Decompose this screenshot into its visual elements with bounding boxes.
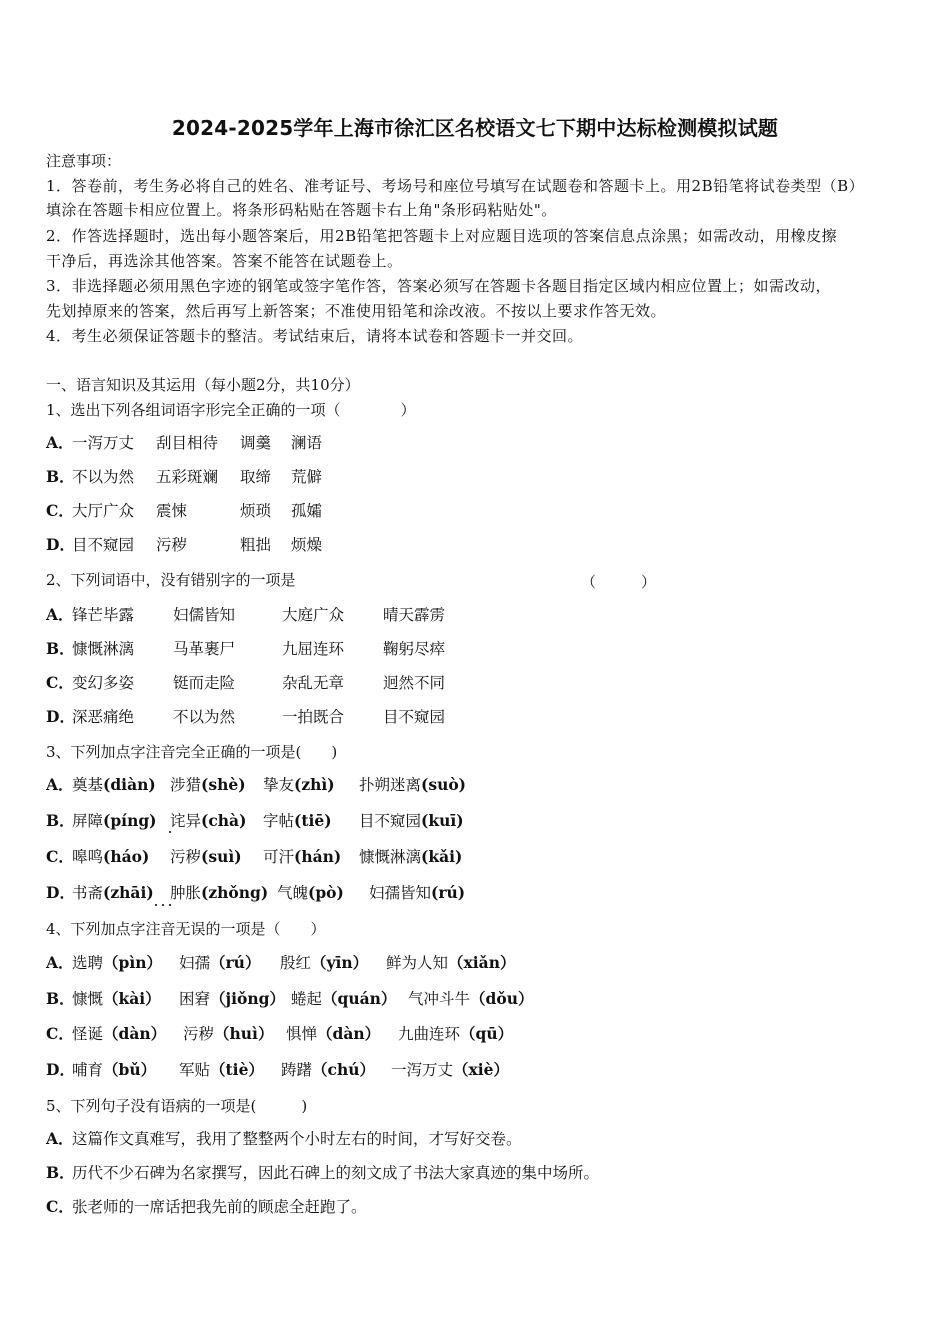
option-word: 污秽 bbox=[170, 848, 202, 866]
notice-line: 1．答卷前，考生务必将自己的姓名、准考证号、考场号和座位号填写在试题卷和答题卡上。用2B铅笔将试卷类型（B） bbox=[46, 177, 865, 195]
pinyin: (rú) bbox=[431, 883, 466, 902]
question-1-stem: 1、选出下列各组词语字形完全正确的一项（ ） bbox=[46, 401, 416, 419]
q1-option-c bbox=[46, 502, 322, 520]
option-label: B． bbox=[46, 639, 75, 658]
notice-line: 先划掉原来的答案，然后再写上新答案；不准使用铅笔和涂改液。不按以上要求作答无效。 bbox=[46, 302, 667, 320]
option-label: D． bbox=[46, 883, 75, 902]
option-word: 孤孀 bbox=[291, 502, 323, 520]
question-4-stem: 4、下列加点字注音无误的一项是（ ） bbox=[46, 920, 326, 938]
pinyin: (diàn) bbox=[103, 775, 156, 794]
option-word: 妇孺 bbox=[179, 954, 211, 972]
option-word: 蜷起 bbox=[291, 990, 323, 1008]
option-word: 荒僻 bbox=[291, 468, 323, 486]
pinyin: （rú） bbox=[210, 953, 261, 972]
option-word: 哺育 bbox=[72, 1061, 104, 1079]
option-word: 污秽 bbox=[156, 536, 188, 554]
option-word: 五彩斑斓 bbox=[156, 468, 219, 486]
option-word: 杂乱无章 bbox=[282, 674, 345, 692]
option-label: D． bbox=[46, 1060, 75, 1079]
option-word: 殷红 bbox=[280, 954, 312, 972]
pinyin: （dàn） bbox=[103, 1024, 167, 1043]
emphasis-dot bbox=[162, 904, 164, 906]
option-word: 气冲斗牛 bbox=[408, 990, 471, 1008]
option-word: 字帖 bbox=[263, 812, 295, 830]
option-word: 肿胀 bbox=[170, 884, 202, 902]
q1-option-d bbox=[46, 536, 322, 554]
pinyin: （xiè） bbox=[453, 1060, 510, 1079]
option-word: 变幻多姿 bbox=[72, 674, 135, 692]
pinyin: (chà) bbox=[201, 811, 247, 830]
emphasis-dot bbox=[169, 904, 171, 906]
option-word: 慷慨 bbox=[72, 990, 104, 1008]
option-word: 书斋 bbox=[72, 884, 104, 902]
option-word: 诧异 bbox=[170, 812, 202, 830]
option-word: 深恶痛绝 bbox=[72, 708, 135, 726]
pinyin: （yīn） bbox=[311, 953, 369, 972]
q2-option-a bbox=[46, 606, 445, 624]
pinyin: （qū） bbox=[460, 1024, 514, 1043]
option-word: 妇孺皆知 bbox=[369, 884, 432, 902]
option-word: 烦燥 bbox=[291, 536, 323, 554]
pinyin: (píng) bbox=[103, 811, 157, 830]
notice-line: 3．非选择题必须用黑色字迹的钢笔或签字笔作答，答案必须写在答题卡各题目指定区域内相应位置上；如需改动， bbox=[46, 277, 832, 295]
option-text: 历代不少石碑为名家撰写，因此石碑上的刻文成了书法大家真迹的集中场所。 bbox=[72, 1164, 600, 1182]
q1-option-a bbox=[46, 434, 322, 452]
q4-option-b bbox=[46, 990, 533, 1008]
option-label: C． bbox=[46, 501, 74, 520]
q4-option-d bbox=[46, 1061, 509, 1079]
q2-option-d bbox=[46, 708, 445, 726]
option-word: 一拍既合 bbox=[282, 708, 345, 726]
option-label: D． bbox=[46, 535, 75, 554]
q1-option-b bbox=[46, 468, 322, 486]
option-word: 选聘 bbox=[72, 954, 104, 972]
option-word: 可汗 bbox=[263, 848, 295, 866]
notice-line: 4．考生必须保证答题卡的整洁。考试结束后，请将本试卷和答题卡一并交回。 bbox=[46, 327, 584, 345]
option-label: A． bbox=[46, 433, 74, 452]
option-word: 粗拙 bbox=[240, 536, 272, 554]
pinyin: (pò) bbox=[308, 883, 344, 902]
q2-option-c bbox=[46, 674, 445, 692]
pinyin: （pìn） bbox=[103, 953, 163, 972]
pinyin: （tiè） bbox=[210, 1060, 264, 1079]
option-word: 不以为然 bbox=[173, 708, 236, 726]
option-word: 铤而走险 bbox=[173, 674, 236, 692]
option-label: C． bbox=[46, 1197, 74, 1216]
q4-option-c bbox=[46, 1025, 513, 1043]
option-word: 取缔 bbox=[240, 468, 272, 486]
pinyin: （quán） bbox=[322, 989, 397, 1008]
option-word: 刮目相待 bbox=[156, 434, 219, 452]
notice-line: 2．作答选择题时，选出每小题答案后，用2B铅笔把答题卡上对应题目选项的答案信息点涂黑；如需改动，用橡皮擦 bbox=[46, 227, 838, 245]
q3-option-d bbox=[46, 884, 465, 902]
option-text: 这篇作文真难写，我用了整整两个小时左右的时间，才写好交卷。 bbox=[72, 1130, 522, 1148]
option-word: 目不窥园 bbox=[383, 708, 446, 726]
option-word: 惧惮 bbox=[286, 1025, 318, 1043]
pinyin: （bǔ） bbox=[103, 1060, 157, 1079]
option-word: 屏障 bbox=[72, 812, 104, 830]
pinyin: （dàn） bbox=[317, 1024, 381, 1043]
option-word: 马革裹尸 bbox=[173, 640, 236, 658]
option-label: A． bbox=[46, 605, 74, 624]
notice-line: 干净后，再选涂其他答案。答案不能答在试题卷上。 bbox=[46, 252, 403, 270]
pinyin: (hán) bbox=[294, 847, 342, 866]
option-word: 嗥鸣 bbox=[72, 848, 104, 866]
option-label: B． bbox=[46, 811, 75, 830]
q5-option-a bbox=[46, 1130, 522, 1148]
option-word: 气魄 bbox=[277, 884, 309, 902]
option-word: 妇儒皆知 bbox=[173, 606, 236, 624]
question-3-stem: 3、下列加点字注音完全正确的一项是( ) bbox=[46, 743, 338, 761]
option-label: A． bbox=[46, 1129, 74, 1148]
option-word: 不以为然 bbox=[72, 468, 135, 486]
option-word: 烦琐 bbox=[240, 502, 272, 520]
option-word: 晴天霹雳 bbox=[383, 606, 446, 624]
option-word: 鞠躬尽瘁 bbox=[383, 640, 446, 658]
option-word: 扑朔迷离 bbox=[359, 776, 422, 794]
option-word: 鲜为人知 bbox=[386, 954, 449, 972]
option-word: 迥然不同 bbox=[383, 674, 446, 692]
notice-heading: 注意事项： bbox=[46, 152, 122, 170]
pinyin: （dǒu） bbox=[470, 989, 534, 1008]
option-word: 九屈连环 bbox=[282, 640, 345, 658]
option-word: 挚友 bbox=[263, 776, 295, 794]
page-title: 2024-2025学年上海市徐汇区名校语文七下期中达标检测模拟试题 bbox=[171, 116, 779, 140]
pinyin: （xiǎn） bbox=[448, 953, 516, 972]
pinyin: （chú） bbox=[312, 1060, 375, 1079]
pinyin: （huì） bbox=[214, 1024, 274, 1043]
option-label: C． bbox=[46, 847, 74, 866]
option-word: 大庭广众 bbox=[282, 606, 345, 624]
option-word: 锋芒毕露 bbox=[72, 606, 135, 624]
option-label: B． bbox=[46, 467, 75, 486]
emphasis-dot bbox=[155, 904, 157, 906]
option-word: 目不窥园 bbox=[359, 812, 422, 830]
option-text: 张老师的一席话把我先前的顾虑全赶跑了。 bbox=[72, 1198, 367, 1216]
q3-option-c bbox=[46, 848, 462, 866]
option-label: B． bbox=[46, 989, 75, 1008]
option-word: 怪诞 bbox=[72, 1025, 104, 1043]
pinyin: (zhǒng) bbox=[201, 883, 269, 902]
option-label: A． bbox=[46, 953, 74, 972]
option-label: C． bbox=[46, 1024, 74, 1043]
option-word: 一泻万丈 bbox=[391, 1061, 454, 1079]
option-word: 大厅广众 bbox=[72, 502, 135, 520]
pinyin: (suì) bbox=[201, 847, 242, 866]
option-word: 污秽 bbox=[183, 1025, 215, 1043]
option-word: 震悚 bbox=[156, 502, 188, 520]
option-word: 九曲连环 bbox=[398, 1025, 461, 1043]
option-word: 涉猎 bbox=[170, 776, 202, 794]
section-heading: 一、语言知识及其运用（每小题2分，共10分） bbox=[46, 376, 360, 394]
question-5-stem: 5、下列句子没有语病的一项是( ) bbox=[46, 1097, 308, 1115]
q3-option-a bbox=[46, 776, 466, 794]
pinyin: (háo) bbox=[103, 847, 150, 866]
option-label: D． bbox=[46, 707, 75, 726]
option-word: 慷慨淋漓 bbox=[72, 640, 135, 658]
notice-line: 填涂在答题卡相应位置上。将条形码粘贴在答题卡右上角"条形码粘贴处"。 bbox=[46, 201, 557, 219]
option-word: 慷慨淋漓 bbox=[359, 848, 422, 866]
option-word: 奠基 bbox=[72, 776, 104, 794]
q2-option-b bbox=[46, 640, 445, 658]
option-word: 一泻万丈 bbox=[72, 434, 135, 452]
option-label: C． bbox=[46, 673, 74, 692]
q3-option-b bbox=[46, 812, 464, 830]
option-word: 调羹 bbox=[240, 434, 272, 452]
q5-option-b bbox=[46, 1164, 599, 1182]
pinyin: （jiǒng） bbox=[210, 989, 285, 1008]
pinyin: (tiē) bbox=[294, 811, 332, 830]
option-word: 踌躇 bbox=[281, 1061, 313, 1079]
option-word: 澜语 bbox=[291, 434, 323, 452]
option-label: B． bbox=[46, 1163, 75, 1182]
option-word: 军贴 bbox=[179, 1061, 211, 1079]
pinyin: (kǎi) bbox=[421, 847, 463, 866]
pinyin: (suò) bbox=[421, 775, 467, 794]
answer-paren: （ ） bbox=[581, 573, 657, 591]
question-2-stem: 2、下列词语中，没有错别字的一项是 bbox=[46, 571, 296, 589]
option-label: A． bbox=[46, 775, 74, 794]
q4-option-a bbox=[46, 954, 515, 972]
pinyin: (zhì) bbox=[294, 775, 335, 794]
pinyin: （kài） bbox=[103, 989, 161, 1008]
option-word: 困窘 bbox=[179, 990, 211, 1008]
option-word: 目不窥园 bbox=[72, 536, 135, 554]
pinyin: (shè) bbox=[201, 775, 246, 794]
pinyin: (kuī) bbox=[421, 811, 464, 830]
pinyin: (zhāi) bbox=[103, 883, 154, 902]
q5-option-c bbox=[46, 1198, 367, 1216]
emphasis-dot bbox=[169, 831, 171, 833]
